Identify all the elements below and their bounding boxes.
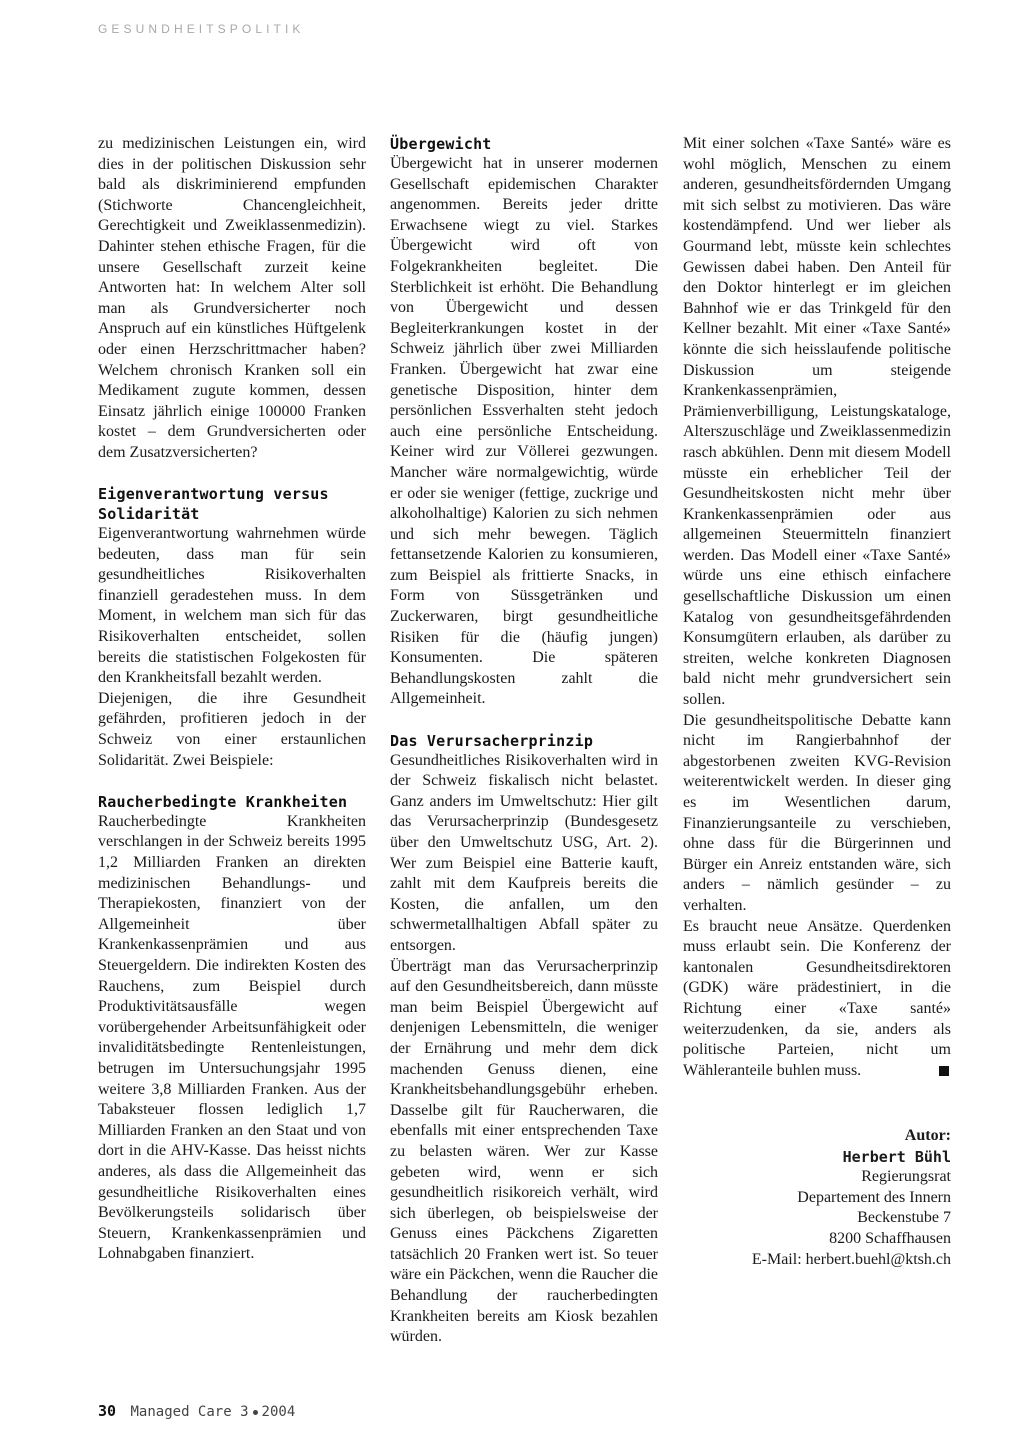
paragraph: Diejenigen, die ihre Gesundheit gefährden, profitieren jedoch in der Schweiz von einer erstaunlichen Solidarität. Zwei Beispiele: [98, 689, 366, 769]
paragraph: Gesundheitliches Risikoverhalten wird in der Schweiz fiskalisch nicht belastet. Ganz anders im Umweltschutz: Hier gilt das Verursacherprinzip (Bundesgesetz über den Umweltschutz USG, Art. 2). Wer zum Beispiel eine Batterie kauft, zahlt mit dem Kaufpreis bereits die Kosten, die anfallen, um den schwermetallhaltigen Abfall später zu entsorgen. [390, 751, 658, 954]
article-column-3 [683, 134, 951, 1081]
paragraph [683, 917, 951, 1082]
author-box [683, 1126, 951, 1270]
section-heading: Das Verursacherprinzip [390, 731, 594, 750]
publication-name: Managed Care [130, 1404, 232, 1420]
page-footer [98, 1402, 295, 1420]
section-heading: Übergewicht [390, 135, 492, 153]
paragraph: Die gesundheitspolitische Debatte kann nicht im Rangierbahnhof der abgestorbenen zweiten KVG-Revision weiterentwickelt werden. In dieser ging es im Wesentlichen darum, Finanzierungsanteile zu verschieben, ohne dass für die Bürgerinnen und Bürger ein Anreiz entstanden wäre, sich anders – nämlich gesünder – zu verhalten. [683, 711, 951, 914]
section-heading: Raucherbedingte Krankheiten [98, 792, 348, 811]
end-of-article-mark [939, 1066, 949, 1076]
article-column-1 [98, 134, 366, 1265]
author-name: Herbert Bühl [842, 1147, 951, 1166]
author-email: E-Mail: herbert.buehl@ktsh.ch [751, 1250, 951, 1268]
paragraph: Raucherbedingte Krankheiten verschlangen in der Schweiz bereits 1995 1,2 Milliarden Franken an direkten medizinischen Behandlungs- und Therapiekosten, finanziert von der Allgemeinheit über Krankenkassenprämien und aus Steuergeldern. Die indirekten Kosten des Rauchens, zum Beispiel durch Produktivitätsausfälle wegen vorübergehender Arbeitsunfähigkeit oder invaliditätsbedingte Rentenleistungen, betrugen im Untersuchungsjahr 1995 weitere 3,8 Milliarden Franken. Aus der Tabaksteuer flossen lediglich 1,7 Milliarden Franken an den Staat und von dort in die AHV-Kasse. Das heisst nichts anderes, als dass die Allgemeinheit das gesundheitliche Risikoverhalten eines Bevölkerungsteils solidarisch über Steuern, Krankenkassenprämien und Lohnabgaben finanziert. [98, 812, 366, 1263]
article-column-2 [390, 134, 658, 1348]
page-number: 30 [98, 1402, 117, 1420]
paragraph-text: Es braucht neue Ansätze. Querdenken muss erlaubt sein. Die Konferenz der kantonalen Gesundheitsdirektoren (GDK) wäre prädestiniert, in die Richtung einer «Taxe santé» weiterzudenken, da sie, anders als politische Parteien, nicht um Wähleranteile buhlen muss. [683, 917, 951, 1079]
section-heading: Eigenverantwortung versus Solidarität [98, 485, 329, 524]
paragraph: Mit einer solchen «Taxe Santé» wäre es wohl möglich, Menschen zu einem anderen, gesundheitsfördernden Umgang mit sich selbst zu motivieren. Das wäre kostendämpfend. Und wer lieber als Gourmand lebt, müsste kein schlechtes Gewissen dabei haben. Den Anteil für den Doktor hinterlegt er im gleichen Bahnhof wie er das Trinkgeld für den Kellner bezahlt. Mit einer «Taxe Santé» könnte die sich heisslaufende politische Diskussion um steigende Krankenkassenprämien, Prämienverbilligung, Leistungskataloge, Alterszuschläge und Zweiklassenmedizin rasch abkühlen. Denn mit diesem Modell müsste ein erheblicher Teil der Gesundheitskosten nicht mehr über Krankenkassenprämien oder aus allgemeinen Steuermitteln finanziert werden. Das Modell einer «Taxe Santé» würde uns eine ethisch einfachere gesellschaftliche Diskussion um einen Katalog von gesundheitsgefährdenden Konsumgütern erlauben, als darüber zu streiten, welche konkreten Diagnosen bald nicht mehr grundversichert sein sollen. [683, 135, 951, 709]
author-department: Departement des Innern [797, 1188, 951, 1206]
paragraph: Eigenverantwortung wahrnehmen würde bedeuten, dass man für sein gesundheitliches Risikoverhalten finanziell geradestehen muss. In dem Moment, in welchem man sich für das Risikoverhalten entscheidet, sollen bereits die statistischen Folgekosten für den Krankheitsfall bezahlt werden. [98, 525, 366, 687]
author-street: Beckenstube 7 [857, 1209, 951, 1227]
section-header: GESUNDHEITSPOLITIK [98, 22, 305, 36]
paragraph: Übergewicht hat in unserer modernen Gesellschaft epidemischen Charakter angenommen. Bereits jeder dritte Erwachsene wiegt zu viel. Starkes Übergewicht wird oft von Folgekrankheiten begleitet. Die Sterblichkeit ist erhöht. Die Behandlung von Übergewicht und dessen Begleiterkrankungen kostet in der Schweiz jährlich über zwei Milliarden Franken. Übergewicht hat zwar eine genetische Disposition, hinter dem persönlichen Essverhalten steht jedoch auch eine persönliche Entscheidung. Keiner wird zur Völlerei gezwungen. Mancher wäre normalgewichtig, würde er oder sie weniger (fettige, zuckrige und alkoholhaltige) Kalorien zu sich nehmen und sich mehr bewegen. Täglich fettansetzende Kalorien zu konsumieren, zum Beispiel als frittierte Snacks, in Form von Süssgetränken und Zuckerwaren, birgt gesundheitliche Risiken für die (häufig jungen) Konsumenten. Die späteren Behandlungskosten zahlt die Allgemeinheit. [390, 155, 658, 708]
publication-year: 2004 [261, 1404, 296, 1420]
paragraph: Überträgt man das Verursacherprinzip auf den Gesundheitsbereich, dann müsste man beim Beispiel Übergewicht auf denjenigen Lebensmitteln, die weniger der Ernährung und mehr dem dick machenden Genuss dienen, eine Krankheitsbehandlungsgebühr erheben. Dasselbe gilt für Raucherwaren, die ebenfalls mit einer entsprechenden Taxe zu belasten wären. Wer zur Kasse gebeten wird, wenn er sich gesundheitlich risikoreich verhält, wird sich überlegen, ob beispielsweise der Genuss eines Päckchens Zigaretten tatsächlich 20 Franken wert ist. So teuer wäre ein Päckchen, wenn die Raucher die Behandlung der raucherbedingten Krankheiten bereits am Kiosk bezahlen würden. [390, 957, 658, 1346]
separator-dot [253, 1410, 258, 1415]
author-city: 8200 Schaffhausen [829, 1229, 951, 1247]
issue-number: 3 [240, 1404, 249, 1420]
paragraph: zu medizinischen Leistungen ein, wird dies in der politischen Diskussion sehr bald als diskriminierend empfunden (Stichworte Chancengleichheit, Gerechtigkeit und Zweiklassenmedizin). Dahinter stehen ethische Fragen, für die unsere Gesellschaft zurzeit keine Antworten hat: In welchem Alter soll man als Grundversicherter noch Anspruch auf ein künstliches Hüftgelenk oder einen Herzschrittmacher haben? Welchem chronisch Kranken soll ein Medikament zugute kommen, dessen Einsatz jährlich einige 100000 Franken kostet – dem Grundversicherten oder dem Zusatzversicherten? [98, 135, 366, 461]
author-label: Autor: [904, 1127, 951, 1144]
author-title: Regierungsrat [861, 1168, 951, 1186]
